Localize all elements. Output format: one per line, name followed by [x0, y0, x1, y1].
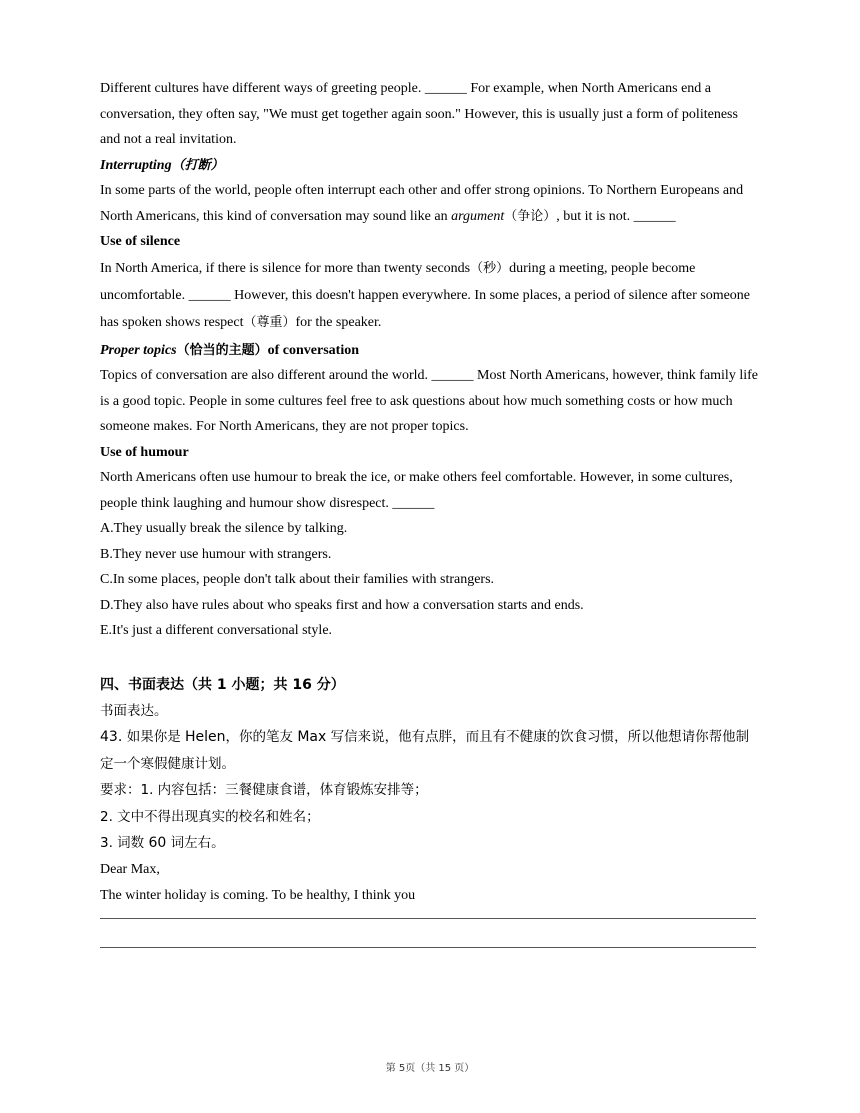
writing-requirement-2: 2. 文中不得出现真实的校名和姓名；: [100, 808, 320, 825]
heading-topics: Proper topics（恰当的主题）of conversation: [100, 342, 360, 358]
heading-humour: Use of humour: [100, 444, 189, 460]
section-title-writing: 四、书面表达（共 1 小题；共 16 分）: [100, 676, 345, 693]
page-footer: 第 5页（共 15 页）: [385, 1063, 475, 1074]
answer-line[interactable]: [100, 910, 756, 919]
passage-intro: Different cultures have different ways of greeting people. ______ For example, when North Americans end a conversation, they often say, "We must get together again soon." However, this is usually just a form of politeness and not a real invitation.: [100, 81, 738, 147]
section-gap: [100, 644, 760, 672]
letter-salutation: Dear Max,: [100, 861, 160, 877]
answer-line[interactable]: [100, 919, 756, 948]
option-e: E.It's just a different conversational style.: [100, 623, 333, 638]
option-c: C.In some places, people don't talk about their families with strangers.: [100, 572, 495, 587]
option-a: A.They usually break the silence by talking.: [100, 521, 348, 536]
paragraph-silence: In North America, if there is silence for more than twenty seconds（秒）during a meeting, people become uncomfortable. ______ However, this doesn't happen everywhere. In some places, a period of silence after someone has spoken shows respect（尊重）for the speaker.: [100, 260, 751, 330]
option-d: D.They also have rules about who speaks first and how a conversation starts and ends.: [100, 597, 584, 613]
writing-requirement-1: 要求：1. 内容包括：三餐健康食谱，体育锻炼安排等；: [100, 782, 428, 798]
document-page: [100, 76, 760, 948]
writing-label: 书面表达。: [100, 702, 168, 719]
paragraph-interrupting: In some parts of the world, people often interrupt each other and offer strong opinions. To Northern Europeans and North Americans, this kind of conversation may sound like an argument（争论）, but it is not. ______: [100, 183, 744, 224]
paragraph-humour: North Americans often use humour to break the ice, or make others feel comfortable. However, in some cultures, people think laughing and humour show disrespect. ______: [100, 470, 733, 511]
heading-silence: Use of silence: [100, 234, 181, 249]
heading-interrupting: Interrupting（打断）: [100, 157, 224, 173]
paragraph-topics: Topics of conversation are also different around the world. ______ Most North Americans, however, think family life is a good topic. People in some cultures feel free to ask questions about how much something costs or how much someone makes. For North Americans, they are not proper topics.: [100, 368, 758, 434]
letter-opening: The winter holiday is coming. To be healthy, I think you: [100, 888, 416, 903]
writing-requirement-3: 3. 词数 60 词左右。: [100, 835, 225, 851]
option-b: B.They never use humour with strangers.: [100, 546, 332, 562]
writing-question: 43. 如果你是 Helen，你的笔友 Max 写信来说，他有点胖，而且有不健康的饮食习惯，所以他想请你帮他制定一个寒假健康计划。: [100, 729, 750, 772]
